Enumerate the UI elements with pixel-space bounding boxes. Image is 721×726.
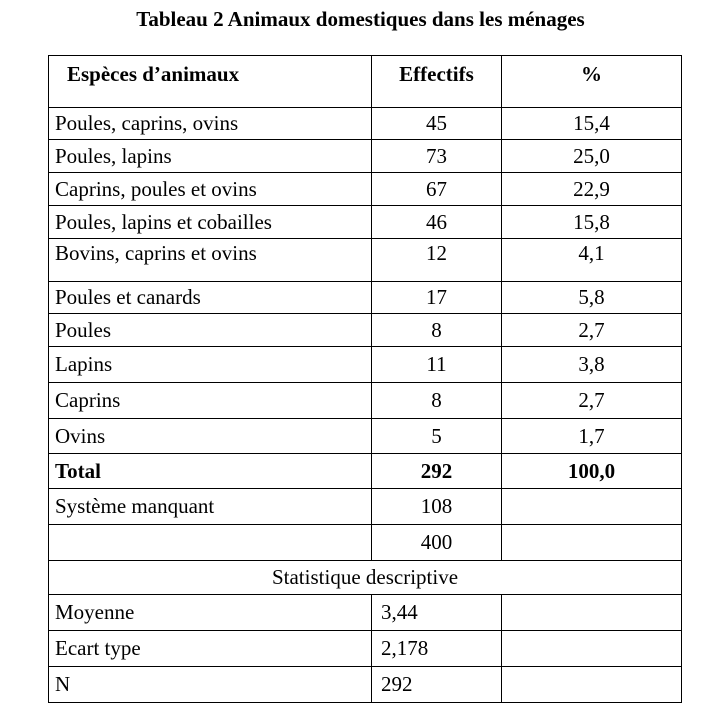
row-count: 67 [372, 173, 502, 206]
row-label: Lapins [49, 347, 372, 383]
row-count: 17 [372, 282, 502, 314]
table-row [49, 347, 682, 383]
row-percent: 22,9 [502, 173, 682, 206]
stats-empty-cell [502, 631, 682, 667]
table-row [49, 314, 682, 347]
row-count: 8 [372, 383, 502, 419]
row-label: Poules, lapins et cobailles [49, 206, 372, 239]
row-percent: 25,0 [502, 140, 682, 173]
grand-total-percent-empty [502, 525, 682, 561]
table-row [49, 282, 682, 314]
row-percent: 15,8 [502, 206, 682, 239]
stats-label: Ecart type [49, 631, 372, 667]
total-count: 292 [372, 454, 502, 489]
header-count: Effectifs [372, 56, 502, 108]
stats-label: N [49, 667, 372, 703]
header-percent: % [502, 56, 682, 108]
row-label: Poules, lapins [49, 140, 372, 173]
missing-percent-empty [502, 489, 682, 525]
grand-total-count: 400 [372, 525, 502, 561]
row-percent: 2,7 [502, 314, 682, 347]
header-species: Espèces d’animaux [49, 56, 372, 108]
table-title: Tableau 2 Animaux domestiques dans les ménages [136, 7, 585, 31]
row-label: Bovins, caprins et ovins [49, 239, 372, 282]
row-percent: 4,1 [502, 239, 682, 282]
table-row [49, 140, 682, 173]
stats-row [49, 667, 682, 703]
stats-empty-cell [502, 667, 682, 703]
total-percent: 100,0 [502, 454, 682, 489]
table-row [49, 206, 682, 239]
pets-table [48, 55, 682, 703]
table-row [49, 173, 682, 206]
row-count: 45 [372, 108, 502, 140]
stats-value: 3,44 [372, 595, 502, 631]
stats-heading: Statistique descriptive [49, 561, 682, 595]
table-row [49, 108, 682, 140]
row-label: Caprins, poules et ovins [49, 173, 372, 206]
grand-total-row [49, 525, 682, 561]
stats-empty-cell [502, 595, 682, 631]
table-row [49, 383, 682, 419]
table-row [49, 239, 682, 282]
stats-value: 2,178 [372, 631, 502, 667]
row-label: Ovins [49, 419, 372, 454]
missing-count: 108 [372, 489, 502, 525]
row-count: 46 [372, 206, 502, 239]
missing-row [49, 489, 682, 525]
row-count: 11 [372, 347, 502, 383]
total-row [49, 454, 682, 489]
table-row [49, 419, 682, 454]
header-row [49, 56, 682, 108]
row-label: Caprins [49, 383, 372, 419]
row-label: Poules et canards [49, 282, 372, 314]
row-count: 5 [372, 419, 502, 454]
stats-row [49, 631, 682, 667]
missing-label: Système manquant [49, 489, 372, 525]
row-label: Poules [49, 314, 372, 347]
row-percent: 2,7 [502, 383, 682, 419]
row-count: 8 [372, 314, 502, 347]
row-label: Poules, caprins, ovins [49, 108, 372, 140]
stats-label: Moyenne [49, 595, 372, 631]
total-label: Total [49, 454, 372, 489]
row-count: 12 [372, 239, 502, 282]
row-count: 73 [372, 140, 502, 173]
row-percent: 5,8 [502, 282, 682, 314]
row-percent: 15,4 [502, 108, 682, 140]
row-percent: 3,8 [502, 347, 682, 383]
stats-row [49, 595, 682, 631]
grand-total-label-empty [49, 525, 372, 561]
row-percent: 1,7 [502, 419, 682, 454]
stats-value: 292 [372, 667, 502, 703]
stats-heading-row [49, 561, 682, 595]
